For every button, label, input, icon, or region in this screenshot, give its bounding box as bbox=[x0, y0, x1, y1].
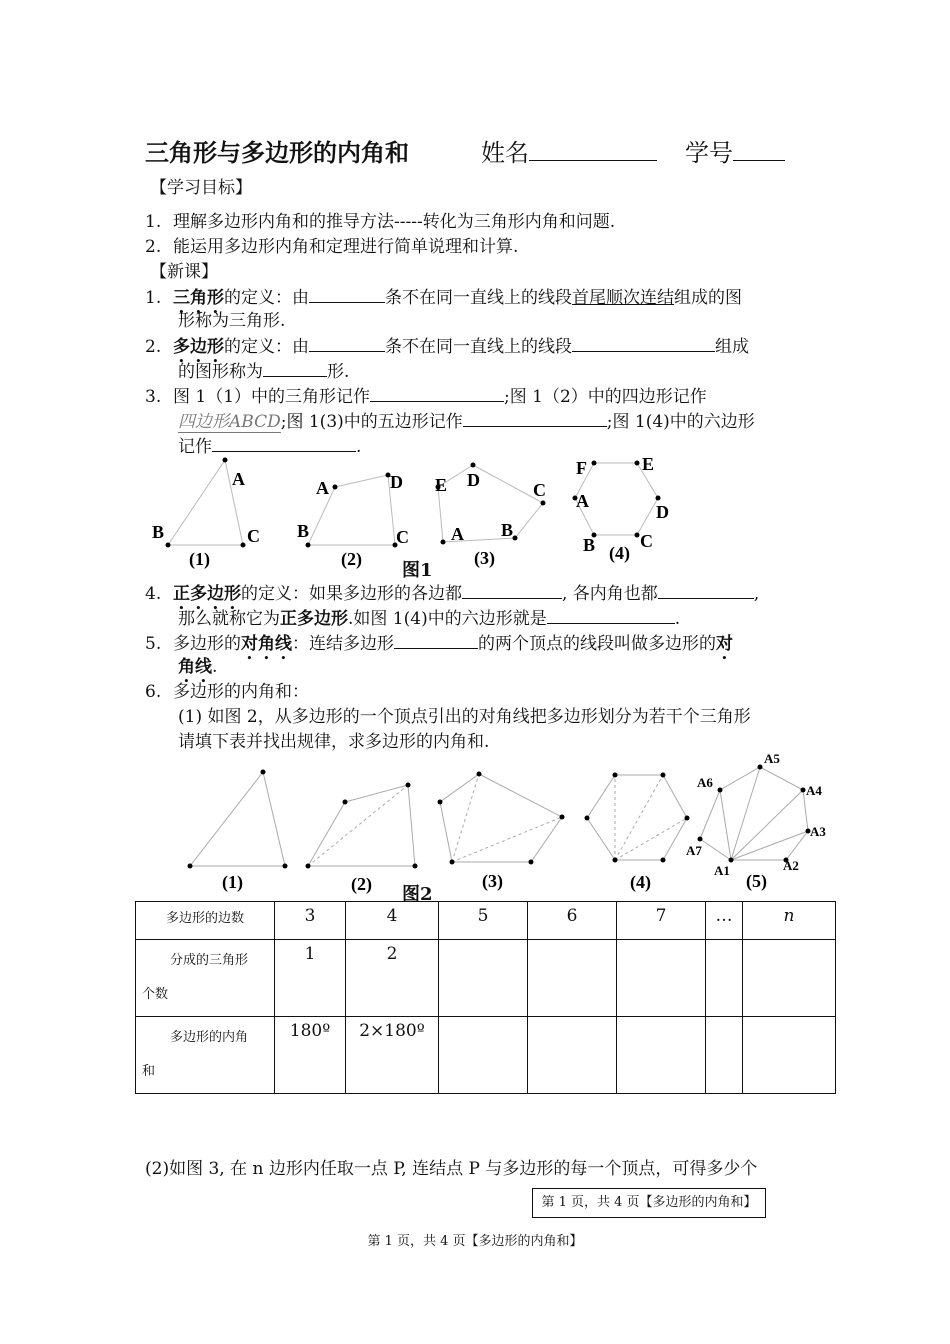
fig2-point bbox=[801, 788, 806, 793]
q5-blank[interactable] bbox=[394, 630, 478, 649]
page-footer: 第 1 页，共 4 页【多边形的内角和】 bbox=[367, 1234, 583, 1249]
fig2-point bbox=[585, 816, 590, 821]
fig2-point bbox=[613, 773, 618, 778]
fig2-point bbox=[283, 864, 288, 869]
fig1-point bbox=[541, 501, 546, 506]
table-cell[interactable] bbox=[528, 1017, 617, 1094]
fig2-point bbox=[698, 837, 703, 842]
table-cell: 2 bbox=[346, 940, 439, 1017]
fig1-label: A bbox=[232, 469, 245, 489]
name-blank[interactable] bbox=[529, 142, 657, 161]
table-cell: 多边形的边数 bbox=[136, 902, 275, 940]
fig1-label: A bbox=[316, 478, 329, 498]
q6-part2: (2)如图 3, 在 n 边形内任取一点 P, 连结点 P 与多边形的每一个顶点，可得多少个 bbox=[145, 1159, 758, 1179]
q1-line1: 1. 三角形的定义：由 条不在同一直线上的线段首尾顺次连结组成的图 bbox=[145, 284, 742, 318]
q5-line2: 角线. bbox=[178, 657, 218, 677]
fig2-point bbox=[413, 864, 418, 869]
fig2-point bbox=[529, 860, 534, 865]
q4-blank-1[interactable] bbox=[462, 580, 562, 599]
fig2-sublabel: (4) bbox=[630, 872, 651, 892]
fig1-point bbox=[592, 461, 597, 466]
figure-2 bbox=[140, 745, 840, 905]
q2-blank-3[interactable] bbox=[263, 358, 327, 377]
q3-line1: 3. 图 1（1）中的三角形记作 ;图 1（2）中的四边形记作 bbox=[145, 383, 707, 409]
fig2-point bbox=[261, 770, 266, 775]
table-cell: n bbox=[743, 902, 836, 940]
fig1-sublabel: (4) bbox=[609, 543, 630, 563]
table-cell[interactable] bbox=[743, 940, 836, 1017]
fig1-point bbox=[635, 461, 640, 466]
fig1-label: C bbox=[533, 480, 546, 500]
table-cell[interactable] bbox=[706, 1017, 743, 1094]
table-row bbox=[136, 902, 836, 940]
q4-blank-2[interactable] bbox=[658, 580, 754, 599]
fig1-point bbox=[635, 533, 640, 538]
fig1-label: C bbox=[640, 531, 653, 551]
fig1-point bbox=[471, 463, 476, 468]
fig2-point bbox=[661, 858, 666, 863]
fig1-point bbox=[223, 458, 228, 463]
table-cell: 6 bbox=[528, 902, 617, 940]
table-cell: 1 bbox=[275, 940, 346, 1017]
fig2-sublabel: (3) bbox=[482, 871, 503, 891]
fig2-point bbox=[560, 815, 565, 820]
term-triangle: 三角形 bbox=[173, 288, 224, 308]
fig2-point bbox=[477, 772, 482, 777]
table-cell: … bbox=[706, 902, 743, 940]
q4-blank-3[interactable] bbox=[547, 605, 675, 624]
fig1-label: C bbox=[396, 527, 409, 547]
table-cell[interactable] bbox=[706, 940, 743, 1017]
page-title: 三角形与多边形的内角和 bbox=[145, 138, 409, 167]
fig2-point bbox=[718, 788, 723, 793]
fig2-sublabel: (1) bbox=[222, 872, 243, 892]
fig1-label: B bbox=[501, 520, 514, 540]
fig1-point bbox=[441, 540, 446, 545]
table-cell: 分成的三角形 个数 bbox=[136, 940, 275, 1017]
fig1-label: C bbox=[247, 526, 260, 546]
fig2-sublabel: (5) bbox=[746, 871, 767, 891]
term-regular-polygon: 正多边形 bbox=[173, 584, 241, 604]
fig1-point bbox=[656, 496, 661, 501]
fig1-label: A bbox=[576, 491, 589, 511]
table-cell: 7 bbox=[617, 902, 706, 940]
fig1-label: E bbox=[642, 454, 655, 474]
fig2-vertex-label: A7 bbox=[686, 843, 702, 858]
fig1-label: D bbox=[390, 472, 403, 492]
q3-blank-1[interactable] bbox=[370, 383, 504, 402]
fig2-vertex-label: A6 bbox=[697, 775, 713, 790]
goals-heading: 【学习目标】 bbox=[150, 178, 252, 198]
fig2-point bbox=[758, 765, 763, 770]
table-row bbox=[136, 1017, 836, 1094]
fig1-label: B bbox=[152, 522, 165, 542]
fig2-vertex-label: A3 bbox=[810, 824, 826, 839]
q2-blank-1[interactable] bbox=[309, 333, 385, 352]
fig2-point bbox=[450, 860, 455, 865]
fig1-label: D bbox=[467, 470, 480, 490]
fig2-point bbox=[406, 783, 411, 788]
fig1-sublabel: (1) bbox=[189, 549, 210, 569]
table-cell: 多边形的内角 和 bbox=[136, 1017, 275, 1094]
lesson-heading: 【新课】 bbox=[150, 262, 218, 282]
q1-blank[interactable] bbox=[309, 284, 385, 303]
fig1-caption: 图1 bbox=[402, 560, 433, 581]
fig2-point bbox=[438, 800, 443, 805]
table-cell: 180º bbox=[275, 1017, 346, 1094]
fig2-caption: 图2 bbox=[402, 884, 433, 905]
fig1-label: F bbox=[576, 458, 587, 478]
q4-line1: 4. 正多边形的定义：如果多边形的各边都 , 各内角也都 , bbox=[145, 580, 759, 614]
name-label: 姓名 bbox=[481, 133, 657, 168]
table-cell[interactable] bbox=[743, 1017, 836, 1094]
table-cell: 5 bbox=[439, 902, 528, 940]
fig1-sublabel: (2) bbox=[341, 549, 362, 569]
q4-line2: 那么就称它为正多边形.如图 1(4)中的六边形就是 . bbox=[178, 605, 680, 631]
table-cell[interactable] bbox=[617, 940, 706, 1017]
q6-line1: 6. 多边形的内角和： bbox=[145, 682, 309, 702]
fig2-point bbox=[685, 816, 690, 821]
table-row bbox=[136, 940, 836, 1017]
q2-blank-2[interactable] bbox=[572, 333, 715, 352]
fig2-point bbox=[188, 864, 193, 869]
q3-blank-2[interactable] bbox=[463, 408, 607, 427]
fig1-label: D bbox=[656, 502, 669, 522]
fig2-vertex-label: A4 bbox=[806, 783, 822, 798]
table-cell: 3 bbox=[275, 902, 346, 940]
goal-item: 2. 能运用多边形内角和定理进行简单说理和计算. bbox=[145, 237, 519, 257]
table-cell[interactable] bbox=[528, 940, 617, 1017]
id-label: 学号 bbox=[685, 133, 785, 168]
fig1-point bbox=[306, 543, 311, 548]
q6-line2: (1) 如图 2，从多边形的一个顶点引出的对角线把多边形划分为若干个三角形 bbox=[178, 707, 751, 727]
fig1-point bbox=[513, 536, 518, 541]
fig2-point bbox=[343, 800, 348, 805]
q2-line2: 的图形称为 形. bbox=[178, 358, 349, 384]
fig2-vertex-label: A1 bbox=[714, 863, 730, 878]
fig1-sublabel: (3) bbox=[474, 548, 495, 568]
table-cell[interactable] bbox=[439, 940, 528, 1017]
fig1-label: E bbox=[435, 475, 448, 495]
fig2-point bbox=[661, 773, 666, 778]
footer-box: 第 1 页，共 4 页【多边形的内角和】 bbox=[532, 1188, 766, 1218]
fig1-label: B bbox=[583, 535, 596, 555]
term-polygon: 多边形 bbox=[173, 337, 224, 357]
fig2-vertex-label: A5 bbox=[764, 751, 780, 766]
fig2-point bbox=[729, 858, 734, 863]
fig2-point bbox=[613, 858, 618, 863]
fig1-point bbox=[166, 543, 171, 548]
fig1-point bbox=[333, 485, 338, 490]
q6-line3: 请填下表并找出规律，求多边形的内角和. bbox=[178, 732, 490, 752]
q5-line1: 5. 多边形的对角线：连结多边形 的两个顶点的线段叫做多边形的对 bbox=[145, 630, 733, 664]
polygon-table bbox=[135, 901, 836, 1094]
fig2-vertex-label: A2 bbox=[783, 858, 799, 873]
fig1-point bbox=[241, 543, 246, 548]
id-blank[interactable] bbox=[733, 142, 785, 161]
q3-line2: 四边形ABCD;图 1(3)中的五边形记作 ;图 1(4)中的六边形 bbox=[178, 408, 755, 434]
table-cell: 2×180º bbox=[346, 1017, 439, 1094]
q3-line3: 记作 . bbox=[178, 433, 361, 459]
fig2-sublabel: (2) bbox=[351, 874, 372, 894]
fig2-point bbox=[306, 864, 311, 869]
q1-line2: 形称为三角形. bbox=[178, 311, 286, 331]
table-cell[interactable] bbox=[439, 1017, 528, 1094]
table-cell: 4 bbox=[346, 902, 439, 940]
table-cell[interactable] bbox=[617, 1017, 706, 1094]
fig1-label: A bbox=[451, 524, 464, 544]
q2-line1: 2. 多边形的定义：由 条不在同一直线上的线段 组成 bbox=[145, 333, 749, 367]
goal-item: 1. 理解多边形内角和的推导方法-----转化为三角形内角和问题. bbox=[145, 212, 616, 232]
fig1-label: B bbox=[297, 521, 310, 541]
term-diagonal: 对角线 bbox=[241, 634, 292, 654]
q3-example: 四边形ABCD bbox=[178, 412, 281, 432]
